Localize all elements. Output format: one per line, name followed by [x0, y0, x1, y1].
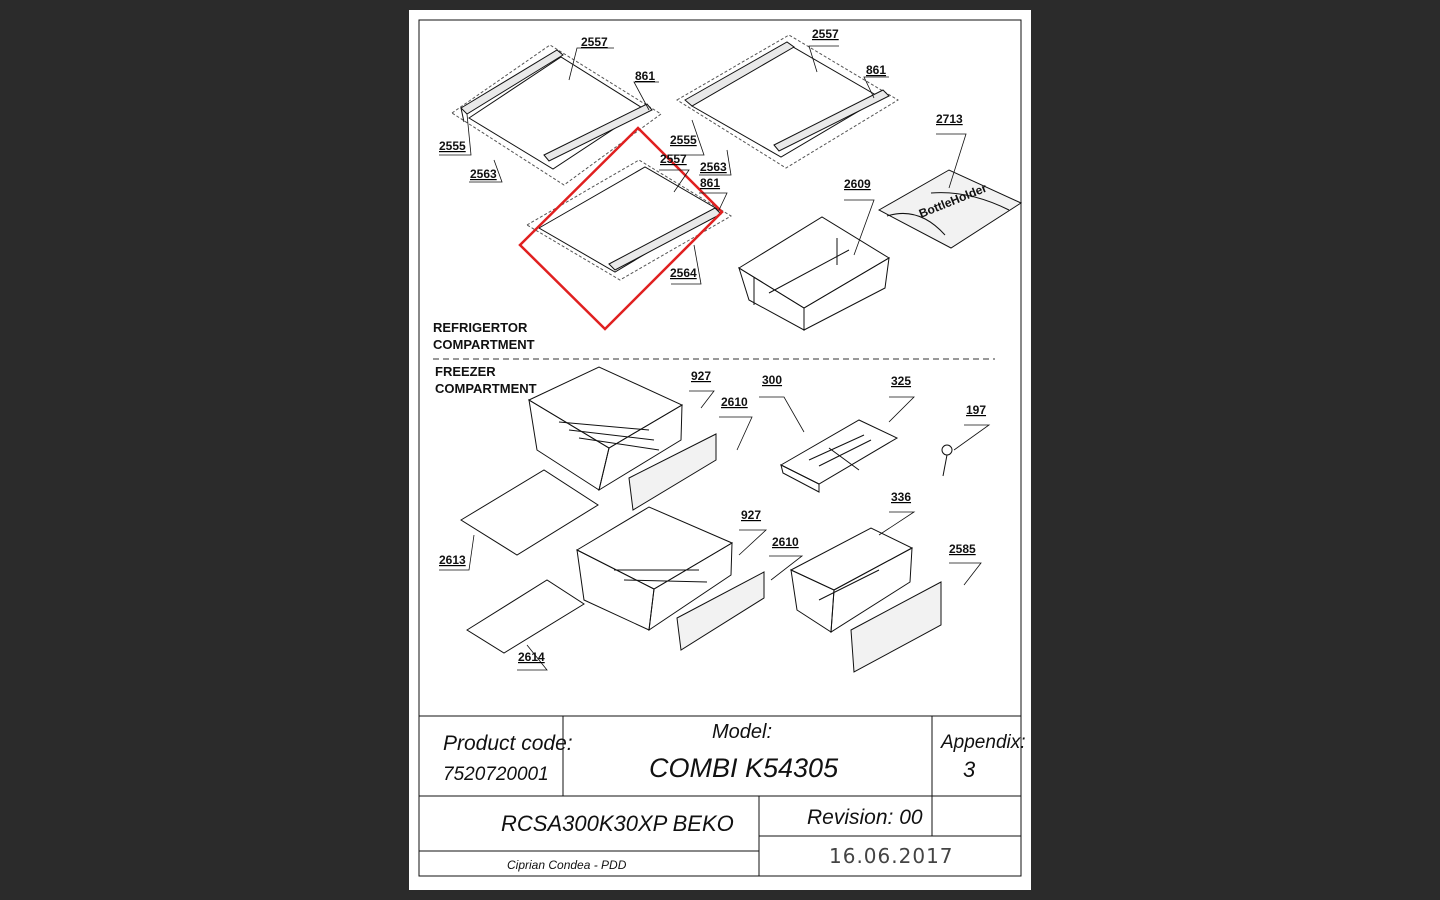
product-code-label: Product code: [443, 732, 573, 755]
author: Ciprian Condea - PDD [507, 858, 627, 872]
revision: Revision: 00 [807, 806, 923, 829]
model-label: Model: [712, 721, 773, 743]
label-shelf-c-861: 861 [700, 176, 721, 190]
key-part [942, 445, 952, 476]
label-shelf-b-2555: 2555 [670, 133, 697, 147]
label-shelf-b-glass: 2557 [812, 27, 839, 41]
leader-lines [439, 46, 989, 670]
freezer-section-line2: COMPARTMENT [435, 381, 537, 396]
drawing-sheet [409, 10, 1031, 890]
label-drawer-small: 336 [891, 490, 912, 504]
label-drawer-top: 927 [691, 369, 712, 383]
freezer-drawer-small-front [851, 582, 941, 672]
label-glass-plate-b: 2614 [518, 650, 545, 664]
fridge-section-line2: COMPARTMENT [433, 337, 535, 352]
date: 16.06.2017 [829, 844, 954, 868]
product-code-value: 7520720001 [443, 764, 549, 785]
label-shelf-c-glass: 2557 [660, 152, 687, 166]
shelf-a [452, 45, 661, 185]
label-shelf-a-2563: 2563 [470, 167, 497, 181]
glass-plate-2613 [461, 470, 598, 555]
label-ice-tray-holder: 325 [891, 374, 912, 388]
label-shelf-b-2563: 2563 [700, 160, 727, 174]
label-crisper: 2609 [844, 177, 871, 191]
bottle-holder [879, 170, 1021, 248]
label-key: 197 [966, 403, 987, 417]
ice-tray [781, 420, 897, 492]
label-shelf-b-861: 861 [866, 63, 887, 77]
bottle-holder-text: BottleHolder [916, 180, 989, 221]
fridge-section-line1: REFRIGERTOR [433, 320, 528, 335]
label-glass-plate-a: 2613 [439, 553, 466, 567]
freezer-drawer-mid-front [677, 572, 764, 650]
label-shelf-c-2564: 2564 [670, 266, 697, 280]
label-ice-tray: 300 [762, 373, 783, 387]
appendix-label: Appendix: [941, 732, 1026, 753]
crisper-box [739, 217, 889, 330]
label-bottle-holder: 2713 [936, 112, 963, 126]
label-shelf-a-861: 861 [635, 69, 656, 83]
glass-plate-2614 [467, 580, 584, 653]
label-drawer-top-front: 2610 [721, 395, 748, 409]
label-shelf-a-glass: 2557 [581, 35, 608, 49]
product-name: RCSA300K30XP BEKO [501, 811, 734, 836]
label-drawer-mid: 927 [741, 508, 762, 522]
model-value: COMBI K54305 [649, 753, 839, 783]
exploded-parts-diagram [409, 10, 1031, 890]
appendix-value: 3 [963, 757, 976, 782]
label-shelf-a-2555: 2555 [439, 139, 466, 153]
freezer-section-line1: FREEZER [435, 364, 496, 379]
shelf-b [677, 35, 898, 168]
label-drawer-small-front: 2585 [949, 542, 976, 556]
label-drawer-mid-front: 2610 [772, 535, 799, 549]
